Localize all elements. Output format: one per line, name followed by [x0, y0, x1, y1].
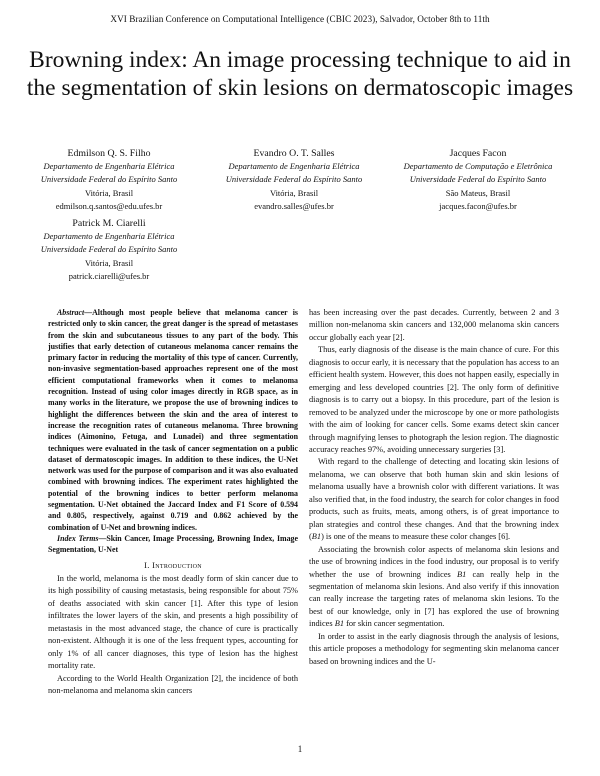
index-terms	[48, 533, 298, 556]
author-city: São Mateus, Brasil	[445, 187, 511, 198]
author-dept: Departamento de Engenharia Elétrica	[43, 231, 175, 242]
author-dept: Departamento de Computação e Eletrônica	[403, 161, 553, 172]
author-city: Vitória, Brasil	[269, 187, 319, 198]
index-terms-label: Index Terms	[57, 533, 99, 543]
conference-header: XVI Brazilian Conference on Computational Intelligence (CBIC 2023), Salvador, October 8th to 11th	[110, 14, 490, 24]
paragraph	[309, 456, 559, 543]
author-email: edmilson.q.santos@edu.ufes.br	[55, 200, 163, 211]
author-block-4	[21, 217, 197, 283]
paragraph: In order to assist in the early diagnosis through the analysis of lesions, this article proposes a methodology for segmenting skin melanoma cancer based on browning indices and the U-	[309, 631, 559, 666]
paragraph: According to the World Health Organization [2], the incidence of both non-melanoma and melanoma skin cancers	[48, 673, 298, 696]
author-dept: Departamento de Engenharia Elétrica	[43, 161, 175, 172]
author-city: Vitória, Brasil	[84, 257, 134, 268]
author-name: Edmilson Q. S. Filho	[67, 148, 151, 159]
author-block-1	[21, 147, 197, 213]
bi-symbol: B1	[457, 569, 467, 579]
paragraph-text: can really help in the segmentation of melanoma skin lesions. And also verify if this innovation can really increase the targeting rates of melanoma skin lesions. To the best of our knowledge, only in [7] has explored the use of browning indices	[309, 569, 559, 629]
abstract-text: —Although most people believe that melanoma cancer is restricted only to skin cancer, the great danger is the spread of metastases from the skin and subcutaneous tissues to any part of the body. This justifies that early detection of cutaneous melanoma cancer remains the primary factor in reducing the mortality of this type of cancer. Currently, non-invasive segmentation-based approaches represent one of the most efficient computational frameworks when it comes to melanoma recognition. Instead of using color images directly in RGB space, as in many works in the literature, we propose the use of browning indices to highlight the differences between the skin and the area of interest to increase the recognition rates of cutaneous melanoma. Three browning indices (Aimonino, Fetuga, and Lunadei) and three segmentation techniques were evaluated in the task of cancer segmentation on a public dataset of dermatoscopic images. In addition to these indices, the U-Net network was used for the purpose of comparison and it was also evaluated combined with browning indices. The experiment rates highlighted the potential of the browning indices to better perform melanoma segmentation. U-Net obtained the Jaccard Index and F1 Score of 0.594 and 0.805, respectively, against 0.719 and 0.862 achieved by the combination of U-Net and browning indices.	[48, 308, 298, 532]
paragraph-text: ) is one of the means to measure these color changes [6].	[321, 532, 511, 542]
author-dept: Departamento de Engenharia Elétrica	[228, 161, 360, 172]
bi-symbol: B1	[334, 619, 345, 629]
paragraph: Thus, early diagnosis of the disease is the main chance of cure. For this diagnosis to occur early, it is necessary that the population has access to an efficient health system. However, this does not happen easily, especially in emerging and less developed countries [2]. The only form of definitive diagnosis is to carry out a biopsy. In this procedure, part of the lesion is removed to be analyzed under the microscope by one or more pathologists with the aim of looking for cancer cells. Some exams detect skin cancer through magnifying lenses to photograph the lesion region. The diagnostic accuracy reaches 97%, avoiding unnecessary surgeries [3].	[309, 345, 559, 454]
section-title: Introduction	[152, 559, 202, 570]
author-email: patrick.ciarelli@ufes.br	[68, 270, 150, 281]
paragraph-text: Associating the brownish color aspects of melanoma skin lesions and the use of browning indices in the food industry, our proposal is to verify whether the use of browning indices	[309, 544, 559, 579]
page-number: 1	[297, 744, 303, 754]
author-city: Vitória, Brasil	[84, 187, 134, 198]
left-column	[48, 307, 298, 698]
section-heading	[48, 559, 298, 571]
index-terms-text: —Skin Cancer, Image Processing, Browning Index, Image Segmentation, U-Net	[48, 533, 298, 555]
right-column	[309, 307, 559, 668]
author-univ: Universidade Federal do Espírito Santo	[409, 174, 547, 185]
section-number: I.	[144, 559, 150, 570]
author-univ: Universidade Federal do Espírito Santo	[40, 174, 178, 185]
paper-title: Browning index: An image processing technique to aid in the segmentation of skin lesions on dermatoscopic images	[26, 47, 574, 101]
abstract-label: Abstract	[57, 308, 85, 317]
author-univ: Universidade Federal do Espírito Santo	[225, 174, 363, 185]
paragraph-text: With regard to the challenge of detecting and locating skin lesions of melanoma, we can observe that both human skin and skin lesions of melanoma usually have a brownish color with different variations. It was also verified that, in the food industry, the search for color changes in food products, such as fruits, meats, among others, is of great importance to plan strategies and control these changes. And that the browning index (	[309, 457, 559, 542]
author-block-2	[206, 147, 382, 213]
abstract	[48, 307, 298, 533]
bi-symbol: B1	[311, 532, 322, 542]
author-name: Patrick M. Ciarelli	[72, 218, 146, 229]
paragraph: has been increasing over the past decades. Currently, between 2 and 3 million non-melanoma skin cancers and 132,000 melanoma skin cancers occur globally each year [2].	[309, 308, 559, 342]
author-univ: Universidade Federal do Espírito Santo	[40, 244, 178, 255]
paragraph: In the world, melanoma is the most deadly form of skin cancer due to its high possibility of causing metastasis, being responsible for about 75% of deaths associated with skin cancer [1]. After this type of lesion infiltrates the lower layers of the skin, and presents a high possibility of metastasis in the most advanced stage, the chance of cure is practically non-existent. Although it is one of the less frequent types, accounting for only 1% of all cancer diagnoses, this type of lesion has the highest mortality rate.	[48, 573, 298, 671]
author-email: evandro.salles@ufes.br	[254, 200, 334, 211]
author-name: Jacques Facon	[449, 148, 507, 159]
paragraph-text: for skin cancer segmentation.	[344, 619, 445, 629]
author-block-3	[390, 147, 566, 213]
author-email: jacques.facon@ufes.br	[439, 200, 517, 211]
paragraph	[309, 544, 559, 631]
author-name: Evandro O. T. Salles	[253, 148, 335, 159]
